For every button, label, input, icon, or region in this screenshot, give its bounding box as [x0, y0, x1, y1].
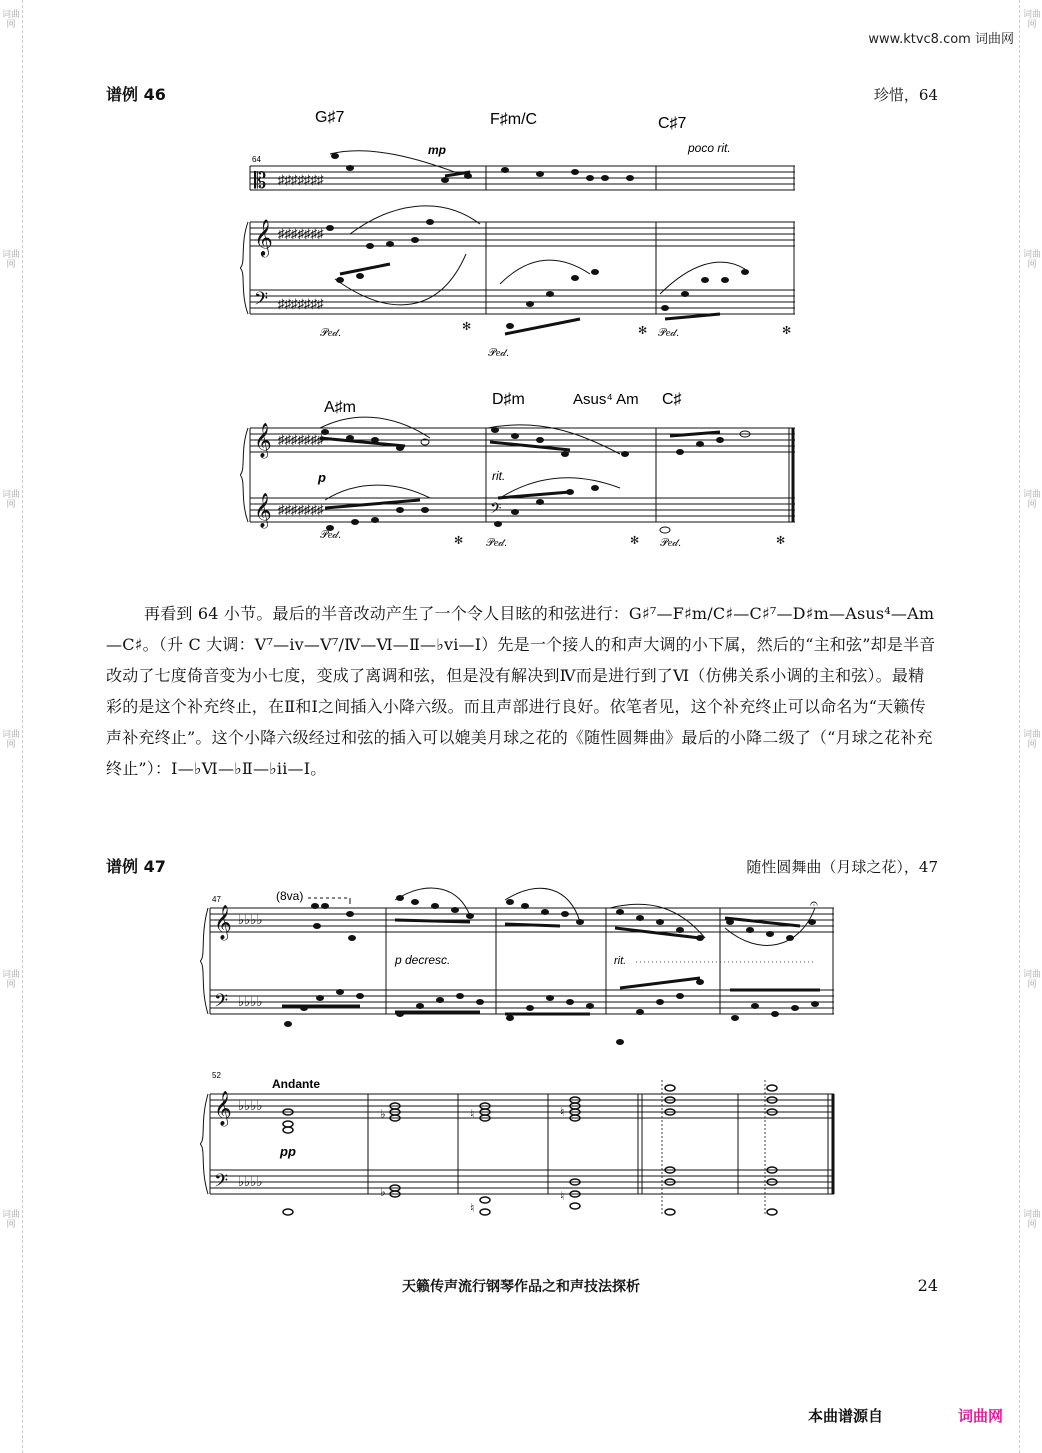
svg-text:♮: ♮ — [560, 1105, 565, 1119]
svg-text:𝄞: 𝄞 — [254, 424, 272, 457]
side-watermark: 词曲网 — [2, 490, 21, 510]
svg-text:♯♯♯♯♯♯♯: ♯♯♯♯♯♯♯ — [278, 432, 324, 447]
example-46-score-system-2 — [240, 388, 800, 558]
side-watermark: 词曲网 — [2, 1210, 21, 1230]
svg-text:𝒫𝑒𝒹.: 𝒫𝑒𝒹. — [320, 529, 342, 541]
measure-number: 47 — [212, 895, 221, 904]
example-47-score-system-1 — [200, 878, 840, 1048]
analysis-paragraph: 再看到 64 小节。最后的半音改动产生了一个令人目眩的和弦进行：G♯⁷—F♯m/C♯—C♯⁷—D♯m—Asus⁴—Am—C♯。（升 C 大调：V⁷—iv—V⁷/Ⅳ—Ⅵ—Ⅱ—♭vi—Ⅰ）先是一个接人的和声大调的小下属，然后的“主和弦”却是半音改动了七度倚音变为小七度，变成了离调和弦，但是没有解决到Ⅳ而是进行到了Ⅵ（仿佛关系小调的主和弦）。最精彩的是这个补充终止，在Ⅱ和Ⅰ之间插入小降六级。而且声部进行良好。依笔者见，这个补充终止可以命名为“天籁传声补充终止”。这个小降六级经过和弦的插入可以媲美月球之花的《随性圆舞曲》最后的小降二级了（“月球之花补充终止”）：Ⅰ—♭Ⅵ—♭Ⅱ—♭ii—Ⅰ。 — [106, 604, 936, 778]
chord-symbol: C♯7 — [658, 115, 687, 132]
side-watermark: 词曲网 — [2, 250, 21, 270]
svg-text:♯♯♯♯♯♯♯: ♯♯♯♯♯♯♯ — [278, 226, 324, 241]
svg-text:♯♯♯♯♯♯♯: ♯♯♯♯♯♯♯ — [278, 502, 324, 517]
svg-text:𝄞: 𝄞 — [214, 906, 232, 939]
example-47-label: 谱例 47 — [106, 857, 166, 876]
chord-symbol: C♯ — [662, 391, 682, 408]
svg-text:𝄞: 𝄞 — [214, 1092, 232, 1125]
side-watermark: 词曲网 — [1023, 490, 1042, 510]
measure-number: 52 — [212, 1071, 221, 1080]
dynamic-p-decresc: p decresc. — [395, 953, 451, 967]
tempo-marking: rit. — [614, 955, 627, 967]
svg-text:𝄡: 𝄡 — [254, 168, 267, 193]
example-46-score-system-1 — [240, 104, 800, 364]
side-watermark: 词曲网 — [1023, 730, 1042, 750]
svg-text:♯♯♯♯♯♯♯: ♯♯♯♯♯♯♯ — [278, 296, 324, 311]
tempo-marking: rit. — [492, 469, 506, 483]
dynamic-p: p — [318, 470, 326, 485]
footer-title: 天籁传声流行钢琴作品之和声技法探析 — [402, 1279, 640, 1295]
chord-symbol: Asus⁴ Am — [573, 391, 639, 408]
side-watermark: 词曲网 — [2, 970, 21, 990]
example-46-reference: 珍惜，64 — [873, 86, 938, 104]
svg-text:𝒫𝑒𝒹.: 𝒫𝑒𝒹. — [660, 537, 682, 549]
svg-text:𝒫𝑒𝒹.: 𝒫𝑒𝒹. — [486, 537, 508, 549]
chord-symbol: A♯m — [324, 399, 356, 416]
chord-symbol: F♯m/C — [490, 111, 538, 128]
side-watermark: 词曲网 — [1023, 10, 1042, 30]
page-number: 24 — [917, 1276, 938, 1295]
right-watermark-strip — [1019, 0, 1042, 1453]
credit-site-link[interactable]: 词曲网 — [958, 1407, 1004, 1425]
tempo-andante: Andante — [272, 1077, 320, 1091]
svg-text:♭♭♭♭: ♭♭♭♭ — [238, 994, 263, 1009]
svg-text:𝄢: 𝄢 — [214, 1170, 229, 1195]
svg-text:♭♭♭♭: ♭♭♭♭ — [238, 912, 263, 927]
side-watermark: 词曲网 — [1023, 970, 1042, 990]
svg-text:✻: ✻ — [462, 321, 472, 333]
svg-text:𝄐: 𝄐 — [810, 895, 818, 911]
svg-text:♭: ♭ — [380, 1107, 386, 1121]
svg-text:𝄢: 𝄢 — [490, 500, 502, 520]
credit-text: 本曲谱源自 — [808, 1407, 884, 1425]
svg-text:♭♭♭♭: ♭♭♭♭ — [238, 1174, 263, 1189]
svg-text:♮: ♮ — [560, 1189, 565, 1203]
svg-text:✻: ✻ — [782, 325, 792, 337]
svg-text:𝄞: 𝄞 — [254, 219, 273, 255]
svg-text:✻: ✻ — [454, 535, 464, 547]
svg-text:𝄢: 𝄢 — [254, 288, 269, 313]
chord-symbol: D♯m — [492, 391, 525, 408]
svg-text:✻: ✻ — [776, 535, 786, 547]
dynamic-pp: pp — [280, 1144, 296, 1159]
side-watermark: 词曲网 — [2, 730, 21, 750]
octave-mark: (8va) — [276, 889, 304, 903]
source-url: www.ktvc8.com — [868, 32, 971, 47]
svg-text:✻: ✻ — [638, 325, 648, 337]
source-watermark — [868, 28, 1014, 47]
chord-symbol: G♯7 — [315, 109, 345, 126]
svg-text:♭: ♭ — [380, 1185, 386, 1199]
source-site-name: 词曲网 — [974, 32, 1014, 47]
svg-text:♮: ♮ — [470, 1201, 475, 1215]
side-watermark: 词曲网 — [2, 10, 21, 30]
svg-text:𝄢: 𝄢 — [214, 990, 229, 1015]
side-watermark: 词曲网 — [1023, 1210, 1042, 1230]
tempo-marking: poco rit. — [688, 141, 731, 155]
svg-text:𝄞: 𝄞 — [254, 494, 272, 527]
dynamic-mp: mp — [428, 143, 446, 157]
side-watermark: 词曲网 — [1023, 250, 1042, 270]
svg-text:𝒫𝑒𝒹.: 𝒫𝑒𝒹. — [658, 327, 680, 339]
svg-text:♯♯♯♯♯♯♯: ♯♯♯♯♯♯♯ — [278, 172, 324, 187]
example-46-label: 谱例 46 — [106, 85, 166, 104]
measure-number: 64 — [252, 155, 261, 164]
example-47-score-system-2 — [200, 1066, 840, 1226]
svg-text:𝒫𝑒𝒹.: 𝒫𝑒𝒹. — [488, 347, 510, 359]
staff-lines — [250, 166, 795, 314]
svg-text:♭♭♭♭: ♭♭♭♭ — [238, 1098, 263, 1113]
svg-text:♮: ♮ — [470, 1107, 475, 1121]
svg-text:✻: ✻ — [630, 535, 640, 547]
left-watermark-strip — [0, 0, 23, 1453]
example-47-reference: 随性圆舞曲（月球之花），47 — [746, 858, 938, 876]
svg-text:𝒫𝑒𝒹.: 𝒫𝑒𝒹. — [320, 327, 342, 339]
